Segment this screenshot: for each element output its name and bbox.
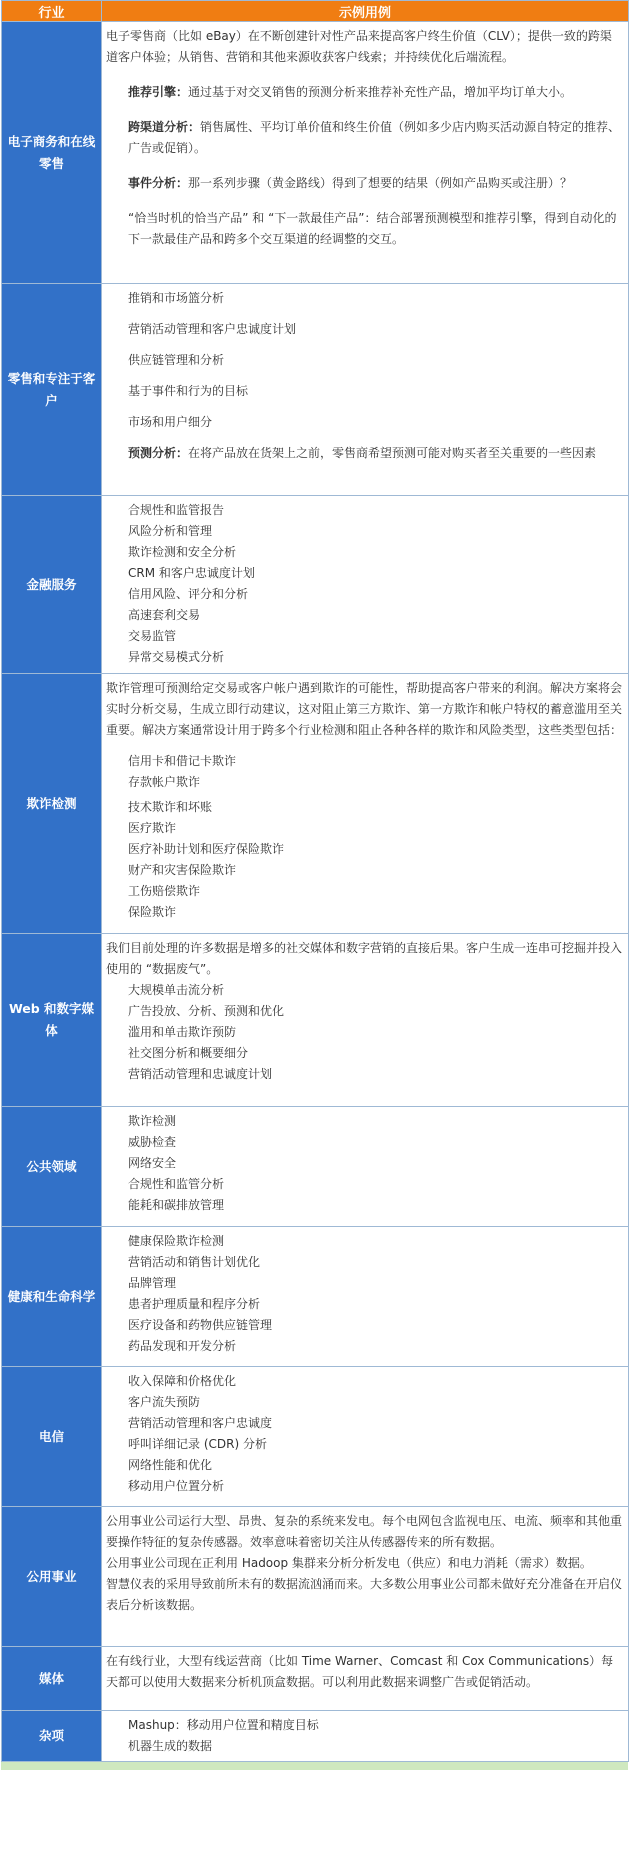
list-item: 技术欺诈和坏账 <box>128 800 213 814</box>
list-item: 保险欺诈 <box>128 905 177 919</box>
industry-cell: Web 和数字媒体 <box>2 934 102 1107</box>
list-item: 机器生成的数据 <box>128 1739 213 1753</box>
industry-cell: 健康和生命科学 <box>2 1227 102 1367</box>
list-item: 工伤赔偿欺诈 <box>128 884 201 898</box>
industry-cell: 媒体 <box>2 1647 102 1711</box>
industry-cell: 电信 <box>2 1367 102 1507</box>
list-item: 合规性和监管报告 <box>128 503 225 517</box>
list-item: 社交图分析和概要细分 <box>128 1046 249 1060</box>
industry-cell: 电子商务和在线零售 <box>2 22 102 284</box>
list-item: 医疗设备和药物供应链管理 <box>128 1318 273 1332</box>
paragraph: 在有线行业，大型有线运营商（比如 Time Warner、Comcast 和 Cox Communications）每天都可以使用大数据来分析机顶盒数据。可以利用此数据来调整广告或促销活动。 <box>106 1654 614 1689</box>
list-item: 市场和用户细分 <box>128 415 213 429</box>
industry-cell: 欺诈检测 <box>2 674 102 934</box>
list-item: 药品发现和开发分析 <box>128 1339 237 1353</box>
table-row <box>2 1711 629 1762</box>
row-intro: 欺诈管理可预测给定交易或客户帐户遇到欺诈的可能性，帮助提高客户带来的利润。解决方案将会实时分析交易，生成立即行动建议，这对阻止第三方欺诈、第一方欺诈和帐户特权的蓄意滥用至关重要。解决方案通常设计用于跨多个行业检测和阻止各种各样的欺诈和风险类型，这些类型包括： <box>106 681 623 737</box>
example-cell <box>102 1227 629 1367</box>
list-item: 广告投放、分析、预测和优化 <box>128 1004 285 1018</box>
list-item: 大规模单击流分析 <box>128 983 225 997</box>
example-cell <box>102 22 629 284</box>
table-row <box>2 1227 629 1367</box>
example-cell <box>102 1367 629 1507</box>
list-item: 高速套利交易 <box>128 608 201 622</box>
list-item: 营销活动管理和客户忠诚度计划 <box>128 322 297 336</box>
list-item: 客户流失预防 <box>128 1395 201 1409</box>
list-item: 风险分析和管理 <box>128 524 213 538</box>
list-item: 财产和灾害保险欺诈 <box>128 863 237 877</box>
list-item: 能耗和碳排放管理 <box>128 1198 225 1212</box>
paragraph: 公用事业公司现在正利用 Hadoop 集群来分析分析发电（供应）和电力消耗（需求）数据。 <box>106 1556 592 1570</box>
header-industry: 行业 <box>2 1 102 22</box>
table-row <box>2 22 629 284</box>
table-header-row <box>2 1 629 22</box>
table-row <box>2 1367 629 1507</box>
list-item: “恰当时机的恰当产品” 和 “下一款最佳产品”：结合部署预测模型和推荐引擎，得到自动化的下一款最佳产品和跨多个交互渠道的经调整的交互。 <box>128 211 617 246</box>
example-cell <box>102 1507 629 1647</box>
industry-cell: 零售和专注于客户 <box>2 284 102 496</box>
header-examples: 示例用例 <box>102 1 629 22</box>
list-item: 收入保障和价格优化 <box>128 1374 237 1388</box>
list-item: 信用卡和借记卡欺诈 <box>128 754 237 768</box>
list-item: 威胁检查 <box>128 1135 177 1149</box>
list-item: 跨渠道分析：销售属性、平均订单价值和终生价值（例如多少店内购买活动源自特定的推荐、广告或促销）。 <box>128 120 621 155</box>
list-item: 供应链管理和分析 <box>128 353 225 367</box>
example-cell <box>102 496 629 674</box>
row-intro: 电子零售商（比如 eBay）在不断创建针对性产品来提高客户终生价值（CLV）；提供一致的跨渠道客户体验；从销售、营销和其他来源收获客户线索；并持续优化后端流程。 <box>106 29 612 64</box>
example-cell <box>102 934 629 1107</box>
example-cell <box>102 1647 629 1711</box>
list-item: 营销活动管理和客户忠诚度 <box>128 1416 273 1430</box>
list-item: 预测分析：在将产品放在货架上之前，零售商希望预测可能对购买者至关重要的一些因素 <box>128 446 597 460</box>
list-item: 信用风险、评分和分析 <box>128 587 249 601</box>
table-row <box>2 674 629 934</box>
industry-cell: 金融服务 <box>2 496 102 674</box>
table-row <box>2 1107 629 1227</box>
list-item: 移动用户位置分析 <box>128 1479 225 1493</box>
example-cell <box>102 284 629 496</box>
list-item: Mashup：移动用户位置和精度目标 <box>128 1718 319 1732</box>
list-item: 医疗欺诈 <box>128 821 177 835</box>
table-row <box>2 496 629 674</box>
list-item: 网络性能和优化 <box>128 1458 213 1472</box>
list-item: 交易监管 <box>128 629 177 643</box>
list-item: 网络安全 <box>128 1156 177 1170</box>
use-case-table <box>1 0 629 1762</box>
table-footer-bar <box>1 1762 628 1770</box>
list-item: 异常交易模式分析 <box>128 650 225 664</box>
table-row <box>2 1507 629 1647</box>
table-row <box>2 284 629 496</box>
list-item: 欺诈检测 <box>128 1114 177 1128</box>
example-cell <box>102 674 629 934</box>
list-item: 患者护理质量和程序分析 <box>128 1297 261 1311</box>
example-cell <box>102 1711 629 1762</box>
paragraph: 公用事业公司运行大型、昂贵、复杂的系统来发电。每个电网包含监视电压、电流、频率和其他重要操作特征的复杂传感器。效率意味着密切关注从传感器传来的所有数据。 <box>106 1514 623 1549</box>
list-item: 品牌管理 <box>128 1276 177 1290</box>
list-item: 基于事件和行为的目标 <box>128 384 249 398</box>
list-item: 欺诈检测和安全分析 <box>128 545 237 559</box>
list-item: 事件分析：那一系列步骤（黄金路线）得到了想要的结果（例如产品购买或注册）？ <box>128 176 573 190</box>
list-item: 存款帐户欺诈 <box>128 775 201 789</box>
list-item: 健康保险欺诈检测 <box>128 1234 225 1248</box>
list-item: 推销和市场篮分析 <box>128 291 225 305</box>
paragraph: 智慧仪表的采用导致前所未有的数据流汹涌而来。大多数公用事业公司都未做好充分准备在开启仪表后分析该数据。 <box>106 1577 623 1612</box>
table-row <box>2 934 629 1107</box>
row-intro: 我们目前处理的许多数据是增多的社交媒体和数字营销的直接后果。客户生成一连串可挖掘并投入使用的 “数据废气”。 <box>106 941 623 976</box>
table-row <box>2 1647 629 1711</box>
industry-use-case-table <box>1 0 628 1770</box>
list-item: CRM 和客户忠诚度计划 <box>128 566 255 580</box>
list-item: 推荐引擎：通过基于对交叉销售的预测分析来推荐补充性产品，增加平均订单大小。 <box>128 85 573 99</box>
list-item: 呼叫详细记录 (CDR) 分析 <box>128 1437 267 1451</box>
list-item: 医疗补助计划和医疗保险欺诈 <box>128 842 285 856</box>
list-item: 营销活动和销售计划优化 <box>128 1255 261 1269</box>
example-cell <box>102 1107 629 1227</box>
list-item: 营销活动管理和忠诚度计划 <box>128 1067 273 1081</box>
industry-cell: 公用事业 <box>2 1507 102 1647</box>
list-item: 滥用和单击欺诈预防 <box>128 1025 237 1039</box>
list-item: 合规性和监管分析 <box>128 1177 225 1191</box>
industry-cell: 杂项 <box>2 1711 102 1762</box>
industry-cell: 公共领域 <box>2 1107 102 1227</box>
